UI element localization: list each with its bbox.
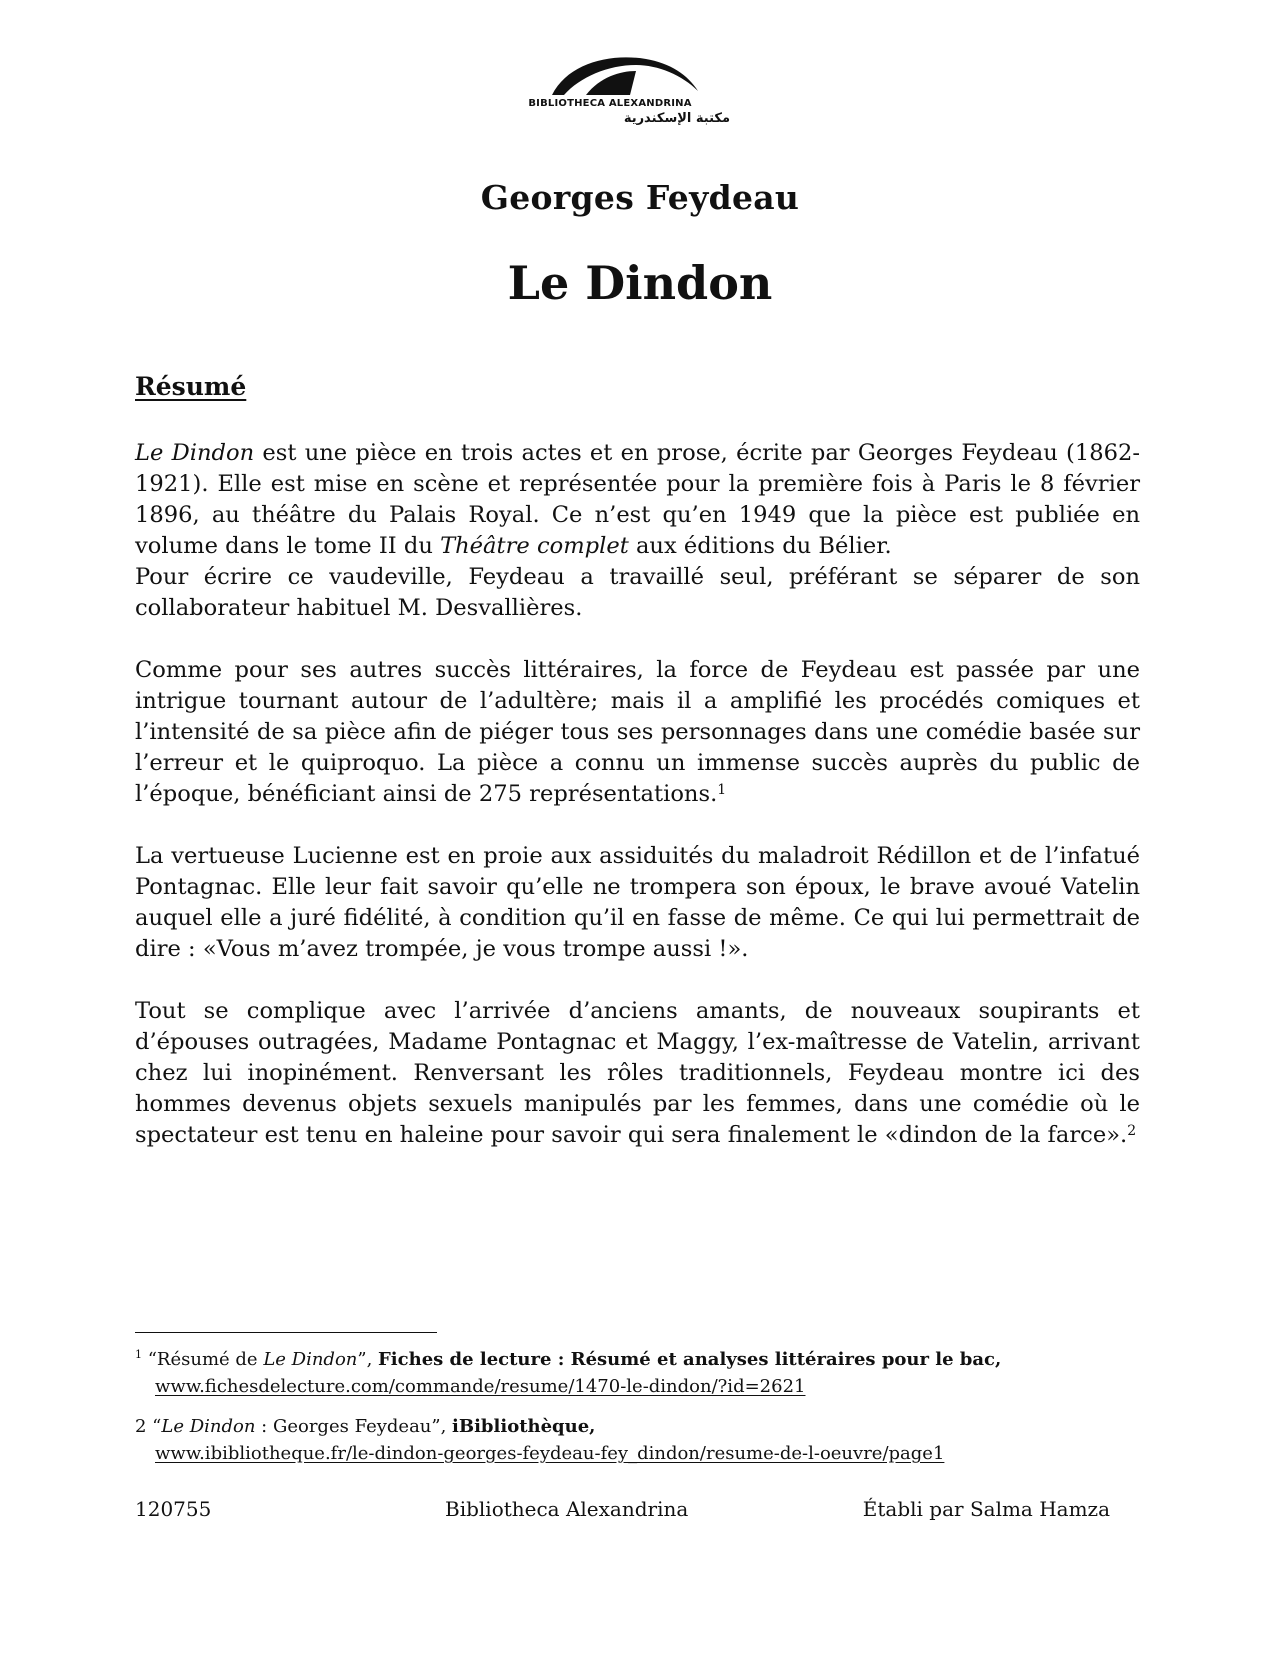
- section-heading: Résumé: [135, 372, 247, 401]
- footnote-link[interactable]: www.fichesdelecture.com/commande/resume/1470-le-dindon/?id=2621: [155, 1376, 806, 1397]
- paragraph-1-text-b: aux éditions du Bélier.: [628, 533, 892, 559]
- document-title: Le Dindon: [507, 256, 773, 310]
- footnote-italic: Le Dindon: [263, 1349, 358, 1370]
- footnote-1: [135, 1346, 1140, 1400]
- footer-author: Établi par Salma Hamza: [862, 1497, 1110, 1521]
- paragraph-3-text: Comme pour ses autres succès littéraires, la force de Feydeau est passée par une intrigue tournant autour de l’adultère; mais il a amplifié les procédés comiques et l’intensité de sa pièce afin de piéger tous ses personnages dans une comédie basée sur l’erreur et le quiproquo. La pièce a connu un immense succès auprès du public de l’époque, bénéficiant ainsi de 275 représentations.: [135, 657, 1140, 807]
- logo-arabic-name: مكتبة الإسكندرية: [623, 111, 730, 126]
- footnote-text: : Georges Feydeau”,: [255, 1416, 453, 1437]
- italic-title: Le Dindon: [135, 440, 255, 466]
- italic-work: Théâtre complet: [440, 533, 629, 559]
- logo-latin-name: BIBLIOTHECA ALEXANDRINA: [528, 98, 692, 109]
- footnote-ref-1: 1: [717, 782, 727, 798]
- footnote-source: iBibliothèque,: [452, 1416, 596, 1437]
- author-name: Georges Feydeau: [480, 178, 800, 217]
- paragraph-5: [135, 996, 1140, 1151]
- paragraph-4: La vertueuse Lucienne est en proie aux assiduités du maladroit Rédillon et de l’infatué Pontagnac. Elle leur fait savoir qu’elle ne trompera son époux, le brave avoué Vatelin auquel elle a juré fidélité, à condition qu’il en fasse de même. Ce qui lui permettrait de dire : «Vous m’avez trompée, je vous trompe aussi !».: [135, 843, 1140, 962]
- arc-logo-icon: [550, 55, 700, 97]
- footnote-text: “Résumé de: [142, 1349, 264, 1370]
- paragraph-1-text-a: est une pièce en trois actes et en prose, écrite par Georges Feydeau (1862-1921). Elle est mise en scène et représentée pour la première fois à Paris le 8 février 1896, au théâtre du Palais Royal. Ce n’est qu’en 1949 que la pièce est publiée en volume dans le tome II du: [135, 440, 1140, 559]
- footnotes: [135, 1346, 1140, 1480]
- footnote-link[interactable]: www.ibibliotheque.fr/le-dindon-georges-feydeau-fey_dindon/resume-de-l-oeuvre/page1: [155, 1443, 945, 1464]
- paragraph-1: [135, 438, 1140, 562]
- footnote-2: [135, 1413, 1140, 1467]
- footnote-divider: [135, 1332, 437, 1333]
- summary-body: [135, 438, 1140, 1151]
- footnote-text: “: [146, 1416, 162, 1437]
- paragraph-3: [135, 655, 1140, 810]
- footnote-number: 2: [135, 1416, 147, 1437]
- paragraph-5-text: Tout se complique avec l’arrivée d’anciens amants, de nouveaux soupirants et d’épouses outragées, Madame Pontagnac et Maggy, l’ex-maîtresse de Vatelin, arrivant chez lui inopinément. Renversant les rôles traditionnels, Feydeau montre ici des hommes devenus objets sexuels manipulés par les femmes, dans une comédie où le spectateur est tenu en haleine pour savoir qui sera finalement le «dindon de la farce».: [135, 998, 1140, 1148]
- library-logo: [500, 55, 740, 130]
- paragraph-2: Pour écrire ce vaudeville, Feydeau a travaillé seul, préférant se séparer de son collaborateur habituel M. Desvallières.: [135, 564, 1140, 621]
- footnote-text: ”,: [357, 1349, 379, 1370]
- footer-id: 120755: [135, 1497, 212, 1521]
- footer-library: Bibliotheca Alexandrina: [445, 1497, 689, 1521]
- footnote-source: Fiches de lecture : Résumé et analyses littéraires pour le bac,: [378, 1349, 1002, 1370]
- footnote-italic: Le Dindon: [161, 1416, 256, 1437]
- footnote-number: 1: [135, 1348, 142, 1361]
- footnote-ref-2: 2: [1127, 1123, 1137, 1139]
